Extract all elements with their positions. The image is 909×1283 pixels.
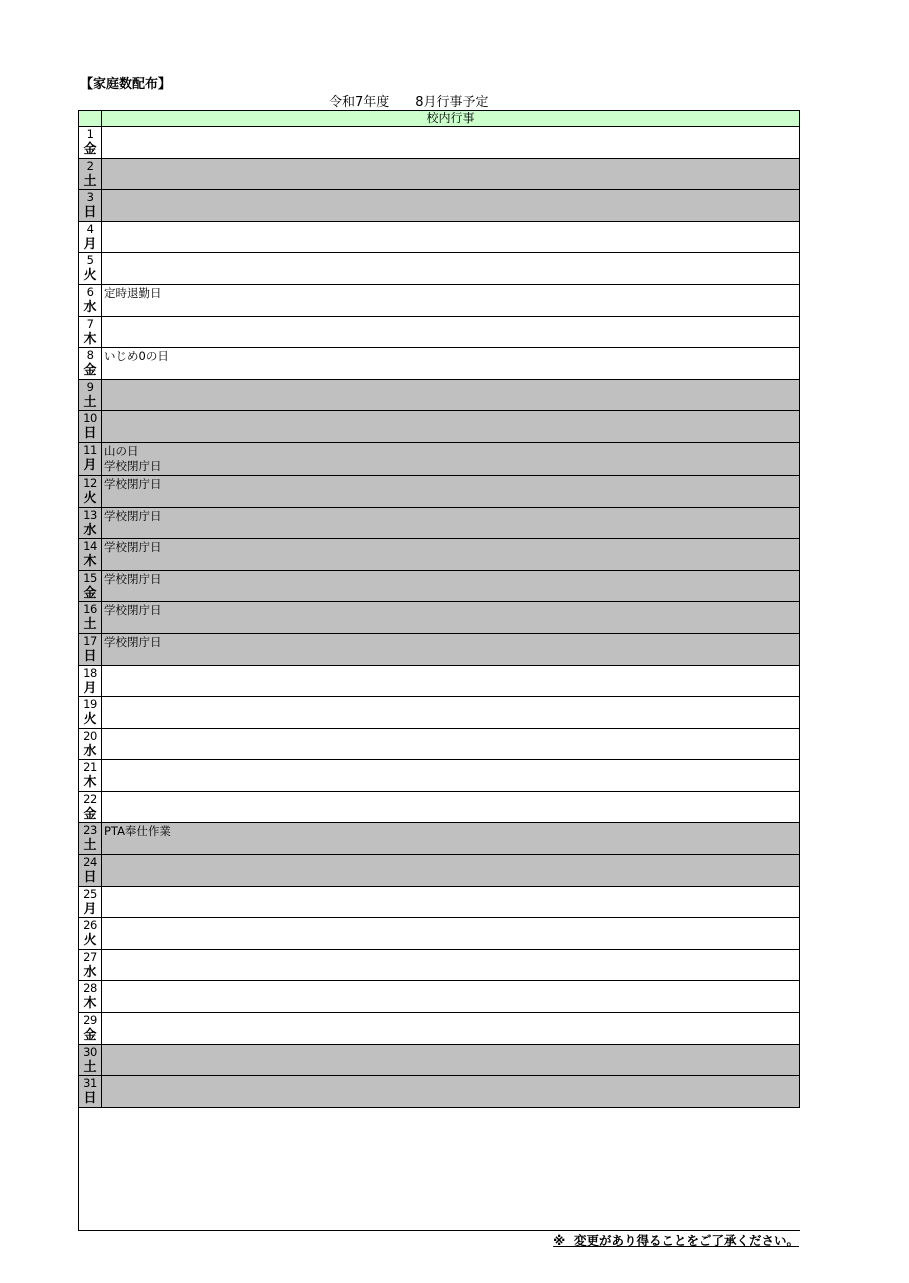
day-number: 31 xyxy=(83,1076,97,1091)
events-cell xyxy=(102,1013,800,1045)
day-row xyxy=(79,855,800,887)
event-text: 学校閉庁日 xyxy=(104,571,162,586)
events-cell xyxy=(102,442,800,475)
day-cell xyxy=(79,190,102,222)
day-cell xyxy=(79,728,102,760)
day-row xyxy=(79,475,800,507)
day-row xyxy=(79,379,800,411)
day-row xyxy=(79,539,800,571)
day-cell xyxy=(79,602,102,634)
events-cell xyxy=(102,348,800,380)
weekday-label: 火 xyxy=(83,933,97,949)
weekday-label: 火 xyxy=(83,490,97,506)
events-cell xyxy=(102,823,800,855)
day-row xyxy=(79,981,800,1013)
day-row xyxy=(79,284,800,316)
day-cell xyxy=(79,442,102,475)
day-number: 12 xyxy=(83,475,97,490)
day-number: 19 xyxy=(83,697,97,712)
day-number: 8 xyxy=(86,348,94,363)
distribution-label: 【家庭数配布】 xyxy=(80,77,172,92)
day-row xyxy=(79,221,800,253)
weekday-label: 木 xyxy=(83,775,97,791)
day-row xyxy=(79,190,800,222)
weekday-label: 日 xyxy=(83,1091,97,1107)
day-cell xyxy=(79,791,102,823)
events-cell xyxy=(102,158,800,190)
weekday-label: 土 xyxy=(83,617,97,633)
day-cell xyxy=(79,284,102,316)
events-cell xyxy=(102,190,800,222)
weekday-label: 水 xyxy=(83,299,97,315)
events-cell xyxy=(102,728,800,760)
day-number: 14 xyxy=(83,539,97,554)
events-cell xyxy=(102,253,800,285)
day-number: 25 xyxy=(83,886,97,901)
day-cell xyxy=(79,855,102,887)
day-cell xyxy=(79,697,102,729)
day-cell xyxy=(79,475,102,507)
day-number: 28 xyxy=(83,981,97,996)
weekday-label: 金 xyxy=(83,142,97,157)
day-cell xyxy=(79,348,102,380)
weekday-label: 土 xyxy=(83,1059,97,1075)
event-text: 学校閉庁日 xyxy=(104,476,162,491)
events-cell xyxy=(102,570,800,602)
weekday-label: 月 xyxy=(83,680,97,696)
events-cell xyxy=(102,475,800,507)
schedule-table xyxy=(78,110,800,1108)
day-row xyxy=(79,633,800,665)
day-row xyxy=(79,507,800,539)
day-row xyxy=(79,1076,800,1108)
day-row xyxy=(79,602,800,634)
day-number: 30 xyxy=(83,1044,97,1059)
events-cell xyxy=(102,697,800,729)
day-number: 6 xyxy=(86,284,94,299)
day-row xyxy=(79,442,800,475)
day-number: 2 xyxy=(86,158,94,173)
day-row xyxy=(79,665,800,697)
weekday-label: 水 xyxy=(83,964,97,980)
weekday-label: 金 xyxy=(83,1028,97,1044)
event-text: 学校閉庁日 xyxy=(104,634,162,649)
events-cell xyxy=(102,918,800,950)
weekday-label: 日 xyxy=(83,205,97,221)
day-number: 17 xyxy=(83,633,97,648)
event-text: 山の日 xyxy=(104,443,139,458)
day-row xyxy=(79,1044,800,1076)
day-number: 24 xyxy=(83,855,97,870)
events-cell xyxy=(102,1044,800,1076)
day-number: 10 xyxy=(83,411,97,426)
weekday-label: 木 xyxy=(83,331,97,347)
weekday-label: 水 xyxy=(83,522,97,538)
weekday-label: 木 xyxy=(83,554,97,570)
day-cell xyxy=(79,570,102,602)
table-header-row xyxy=(79,111,800,127)
day-cell xyxy=(79,1044,102,1076)
events-cell xyxy=(102,379,800,411)
day-cell xyxy=(79,1076,102,1108)
day-cell xyxy=(79,253,102,285)
day-row xyxy=(79,348,800,380)
events-cell xyxy=(102,602,800,634)
events-cell xyxy=(102,507,800,539)
weekday-label: 金 xyxy=(83,585,97,601)
day-number: 13 xyxy=(83,507,97,522)
day-row xyxy=(79,1013,800,1045)
event-text: 定時退勤日 xyxy=(104,285,162,300)
day-number: 9 xyxy=(86,379,94,394)
day-number: 20 xyxy=(83,728,97,743)
events-cell xyxy=(102,316,800,348)
weekday-label: 土 xyxy=(83,838,97,854)
day-cell xyxy=(79,760,102,792)
day-cell xyxy=(79,1013,102,1045)
events-cell xyxy=(102,855,800,887)
weekday-label: 月 xyxy=(83,901,97,917)
day-cell xyxy=(79,886,102,918)
day-row xyxy=(79,728,800,760)
events-cell xyxy=(102,221,800,253)
day-row xyxy=(79,886,800,918)
day-cell xyxy=(79,127,102,159)
event-text: いじめ0の日 xyxy=(104,349,169,364)
weekday-label: 土 xyxy=(83,394,97,410)
events-cell xyxy=(102,284,800,316)
day-number: 7 xyxy=(86,316,94,331)
weekday-label: 日 xyxy=(83,870,97,886)
day-cell xyxy=(79,539,102,571)
day-row xyxy=(79,697,800,729)
weekday-label: 月 xyxy=(83,457,97,473)
weekday-label: 火 xyxy=(83,268,97,284)
event-text: 学校閉庁日 xyxy=(104,603,162,618)
day-number: 18 xyxy=(83,665,97,680)
day-row xyxy=(79,760,800,792)
footer-note: ※ 変更があり得ることをご了承ください。 xyxy=(553,1233,799,1248)
day-row xyxy=(79,127,800,159)
day-row xyxy=(79,253,800,285)
events-cell xyxy=(102,760,800,792)
notes-area xyxy=(78,1104,800,1231)
events-cell xyxy=(102,633,800,665)
weekday-label: 土 xyxy=(83,173,97,189)
day-cell xyxy=(79,981,102,1013)
day-row xyxy=(79,791,800,823)
weekday-label: 日 xyxy=(83,426,97,442)
day-row xyxy=(79,411,800,443)
day-cell xyxy=(79,823,102,855)
day-number: 11 xyxy=(83,442,97,457)
day-row xyxy=(79,158,800,190)
day-cell xyxy=(79,379,102,411)
header-day-cell xyxy=(79,111,102,127)
weekday-label: 木 xyxy=(83,996,97,1012)
events-cell xyxy=(102,791,800,823)
day-number: 4 xyxy=(86,221,94,236)
events-cell xyxy=(102,981,800,1013)
day-number: 26 xyxy=(83,918,97,933)
day-cell xyxy=(79,411,102,443)
events-cell xyxy=(102,539,800,571)
events-cell xyxy=(102,1076,800,1108)
day-cell xyxy=(79,918,102,950)
weekday-label: 日 xyxy=(83,648,97,664)
document-title: 令和7年度 8月行事予定 xyxy=(329,95,489,110)
day-cell xyxy=(79,316,102,348)
day-cell xyxy=(79,158,102,190)
day-number: 22 xyxy=(83,791,97,806)
events-cell xyxy=(102,949,800,981)
day-number: 29 xyxy=(83,1013,97,1028)
day-row xyxy=(79,570,800,602)
day-row xyxy=(79,918,800,950)
weekday-label: 火 xyxy=(83,712,97,728)
event-text: 学校閉庁日 xyxy=(104,459,162,474)
event-text: 学校閉庁日 xyxy=(104,508,162,523)
weekday-label: 金 xyxy=(83,806,97,822)
events-cell xyxy=(102,411,800,443)
day-row xyxy=(79,949,800,981)
day-number: 15 xyxy=(83,570,97,585)
day-number: 1 xyxy=(86,127,94,141)
column-header-events: 校内行事 xyxy=(102,111,800,127)
day-number: 27 xyxy=(83,949,97,964)
event-text: 学校閉庁日 xyxy=(104,540,162,555)
day-row xyxy=(79,316,800,348)
day-cell xyxy=(79,949,102,981)
weekday-label: 金 xyxy=(83,363,97,379)
day-cell xyxy=(79,665,102,697)
day-number: 16 xyxy=(83,602,97,617)
day-number: 23 xyxy=(83,823,97,838)
day-cell xyxy=(79,633,102,665)
event-text: PTA奉仕作業 xyxy=(104,824,171,839)
weekday-label: 水 xyxy=(83,743,97,759)
day-number: 5 xyxy=(86,253,94,268)
day-cell xyxy=(79,507,102,539)
day-number: 21 xyxy=(83,760,97,775)
events-cell xyxy=(102,665,800,697)
weekday-label: 月 xyxy=(83,236,97,252)
day-cell xyxy=(79,221,102,253)
events-cell xyxy=(102,886,800,918)
day-number: 3 xyxy=(86,190,94,205)
events-cell xyxy=(102,127,800,159)
day-row xyxy=(79,823,800,855)
